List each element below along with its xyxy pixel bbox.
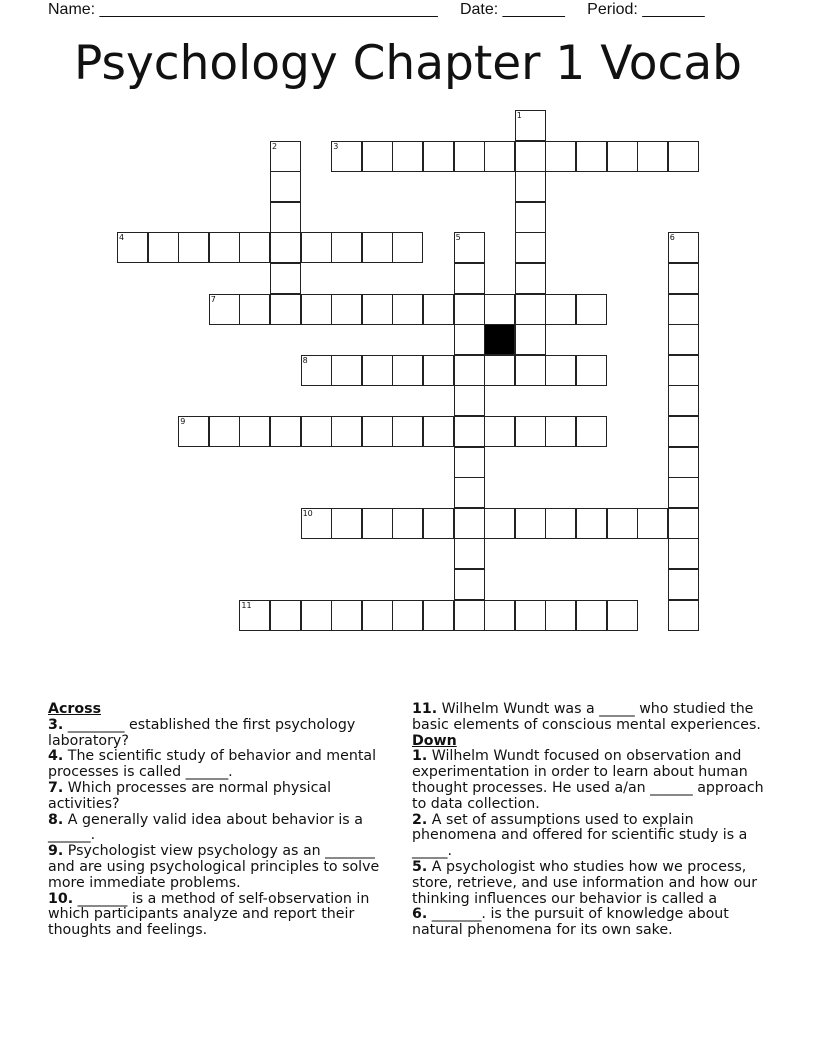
grid-cell[interactable] — [239, 232, 270, 263]
cell-number-11: 11 — [241, 600, 252, 610]
across-clue — [48, 781, 403, 813]
grid-cell[interactable] — [301, 416, 332, 447]
grid-cell[interactable] — [668, 447, 699, 478]
cell-number-10: 10 — [302, 508, 313, 518]
grid-cell[interactable] — [454, 294, 485, 325]
grid-cell[interactable] — [209, 416, 240, 447]
across-clue — [48, 892, 403, 939]
grid-cell[interactable] — [484, 294, 515, 325]
grid-cell[interactable] — [545, 416, 576, 447]
grid-cell[interactable] — [392, 232, 423, 263]
across-clue — [48, 718, 403, 750]
grid-cell[interactable] — [515, 416, 546, 447]
grid-cell[interactable] — [423, 416, 454, 447]
clue-text: A set of assumptions used to explain phenomena and offered for scientific study is a _____. — [412, 811, 748, 860]
grid-cell[interactable] — [484, 600, 515, 631]
grid-cell[interactable] — [392, 600, 423, 631]
grid-cell[interactable] — [362, 141, 393, 172]
page-title: Psychology Chapter 1 Vocab — [73, 36, 743, 91]
grid-cell[interactable] — [209, 232, 240, 263]
grid-cell[interactable] — [270, 171, 301, 202]
grid-cell[interactable] — [301, 600, 332, 631]
grid-cell[interactable] — [576, 355, 607, 386]
grid-cell[interactable] — [362, 508, 393, 539]
grid-cell[interactable] — [423, 355, 454, 386]
clue-number: 1. — [412, 748, 428, 765]
across-clue — [48, 813, 403, 845]
cell-number-2: 2 — [272, 141, 278, 151]
grid-cell[interactable] — [484, 141, 515, 172]
down-heading: Down — [412, 732, 457, 749]
grid-cell[interactable] — [331, 508, 362, 539]
clue-text: A psychologist who studies how we process, store, retrieve, and use information and how our thinking influences our behavior is called a — [412, 858, 758, 907]
period-field[interactable]: Period: _______ — [587, 1, 705, 18]
clue-number: 5. — [412, 858, 428, 875]
cell-number-4: 4 — [119, 233, 125, 243]
grid-cell[interactable] — [270, 263, 301, 294]
clue-number: 11. — [412, 701, 438, 717]
grid-cell[interactable] — [668, 141, 699, 172]
cell-number-8: 8 — [302, 355, 308, 365]
cell-number-9: 9 — [180, 417, 186, 426]
grid-cell[interactable] — [545, 141, 576, 172]
grid-cell[interactable] — [637, 508, 668, 539]
clue-number: 6. — [412, 906, 428, 923]
grid-cell[interactable] — [668, 416, 699, 447]
grid-cell[interactable] — [576, 508, 607, 539]
grid-cell[interactable] — [239, 416, 270, 447]
cell-number-5: 5 — [455, 233, 461, 243]
grid-cell[interactable] — [515, 508, 546, 539]
down-clue — [412, 749, 767, 812]
grid-cell[interactable] — [545, 355, 576, 386]
grid-cell[interactable] — [423, 600, 454, 631]
grid-cell[interactable] — [515, 171, 546, 202]
clue-text: _______. is the pursuit of knowledge about natural phenomena for its own sake. — [412, 906, 729, 939]
grid-cell[interactable] — [270, 294, 301, 325]
grid-cell[interactable] — [668, 385, 699, 416]
grid-cell[interactable] — [454, 508, 485, 539]
grid-cell[interactable] — [484, 355, 515, 386]
grid-cell[interactable] — [331, 416, 362, 447]
across-clue-list — [48, 718, 403, 939]
grid-cell[interactable] — [270, 202, 301, 233]
grid-cell[interactable] — [362, 416, 393, 447]
grid-cell[interactable] — [423, 508, 454, 539]
grid-cell[interactable] — [637, 141, 668, 172]
grid-cell[interactable] — [515, 232, 546, 263]
name-field[interactable]: Name: ______________________________________ — [48, 1, 438, 18]
grid-cell[interactable] — [331, 600, 362, 631]
grid-cell[interactable] — [484, 416, 515, 447]
grid-cell[interactable] — [362, 294, 393, 325]
clue-number: 4. — [48, 748, 64, 765]
grid-cell[interactable] — [454, 447, 485, 478]
cell-number-1: 1 — [516, 111, 522, 120]
grid-cell[interactable] — [515, 294, 546, 325]
clue-text: Wilhelm Wundt focused on observation and experimentation in order to learn about human thought processes. He used a/an ______ approach to data collection. — [412, 748, 764, 812]
clue-number: 8. — [48, 811, 64, 828]
grid-cell[interactable] — [668, 538, 699, 569]
grid-cell[interactable] — [454, 385, 485, 416]
down-clue — [412, 813, 767, 860]
grid-cell[interactable] — [392, 416, 423, 447]
across-clue — [48, 749, 403, 781]
clue-number: 10. — [48, 890, 74, 907]
grid-cell[interactable] — [515, 600, 546, 631]
grid-cell[interactable] — [668, 508, 699, 539]
clue-column-left — [48, 702, 403, 939]
grid-cell[interactable] — [454, 600, 485, 631]
grid-cell[interactable] — [607, 508, 638, 539]
clue-column-right — [412, 702, 767, 939]
black-cell — [484, 324, 515, 355]
down-clue — [412, 907, 767, 939]
clue-text: The scientific study of behavior and mental processes is called ______. — [48, 748, 377, 781]
grid-cell[interactable] — [270, 416, 301, 447]
grid-cell[interactable] — [362, 355, 393, 386]
grid-cell[interactable] — [545, 508, 576, 539]
grid-cell[interactable] — [668, 600, 699, 631]
grid-cell[interactable] — [607, 600, 638, 631]
grid-cell[interactable] — [668, 263, 699, 294]
grid-cell[interactable] — [484, 508, 515, 539]
grid-cell[interactable] — [668, 355, 699, 386]
across-clue — [412, 702, 767, 734]
grid-cell[interactable] — [270, 600, 301, 631]
grid-cell[interactable] — [392, 355, 423, 386]
grid-cell[interactable] — [576, 294, 607, 325]
grid-cell[interactable] — [392, 294, 423, 325]
grid-cell[interactable] — [301, 294, 332, 325]
grid-cell[interactable] — [454, 538, 485, 569]
clue-text: Psychologist view psychology as an _______ and are using psychological principles to solve more immediate problems. — [48, 843, 380, 891]
grid-cell[interactable] — [454, 477, 485, 508]
grid-cell[interactable] — [454, 324, 485, 355]
grid-cell[interactable] — [148, 232, 179, 263]
grid-cell[interactable] — [423, 294, 454, 325]
grid-cell[interactable] — [515, 141, 546, 172]
date-field[interactable]: Date: _______ — [459, 1, 565, 18]
grid-cell[interactable] — [545, 294, 576, 325]
grid-cell[interactable] — [515, 263, 546, 294]
clue-text: Which processes are normal physical activities? — [48, 779, 332, 812]
clue-number: 9. — [48, 843, 64, 860]
grid-cell[interactable] — [607, 141, 638, 172]
clue-number: 7. — [48, 779, 64, 796]
grid-cell[interactable] — [668, 294, 699, 325]
across-clue-list-continued — [412, 702, 767, 734]
grid-cell[interactable] — [576, 141, 607, 172]
grid-cell[interactable] — [545, 600, 576, 631]
grid-cell[interactable] — [515, 324, 546, 355]
grid-cell[interactable] — [392, 141, 423, 172]
grid-cell[interactable] — [423, 141, 454, 172]
grid-cell[interactable] — [270, 232, 301, 263]
grid-cell[interactable] — [362, 600, 393, 631]
grid-cell[interactable] — [392, 508, 423, 539]
clue-text: _______ is a method of self-observation in which participants analyze and report their thoughts and feelings. — [48, 890, 370, 939]
clue-text: ________ established the first psychology laboratory? — [48, 716, 356, 749]
clue-text: A generally valid idea about behavior is a ______. — [48, 811, 363, 844]
down-clue — [412, 860, 767, 907]
grid-cell[interactable] — [454, 355, 485, 386]
clue-text: Wilhelm Wundt was a _____ who studied the basic elements of conscious mental experiences. — [412, 701, 761, 733]
grid-cell[interactable] — [178, 232, 209, 263]
grid-cell[interactable] — [362, 232, 393, 263]
grid-cell[interactable] — [454, 263, 485, 294]
cell-number-7: 7 — [210, 294, 216, 304]
across-clue — [48, 844, 403, 891]
cell-number-6: 6 — [669, 233, 675, 243]
down-clue-list — [412, 749, 767, 939]
grid-cell[interactable] — [454, 416, 485, 447]
grid-cell[interactable] — [576, 416, 607, 447]
clue-number: 3. — [48, 716, 64, 733]
grid-cell[interactable] — [331, 355, 362, 386]
cell-number-3: 3 — [333, 141, 339, 151]
grid-cell[interactable] — [668, 324, 699, 355]
grid-cell[interactable] — [331, 232, 362, 263]
grid-cell[interactable] — [668, 477, 699, 508]
grid-cell[interactable] — [515, 202, 546, 233]
grid-cell[interactable] — [515, 355, 546, 386]
grid-cell[interactable] — [454, 569, 485, 600]
grid-cell[interactable] — [668, 569, 699, 600]
across-heading: Across — [48, 701, 102, 717]
grid-cell[interactable] — [301, 232, 332, 263]
grid-cell[interactable] — [454, 141, 485, 172]
grid-cell[interactable] — [331, 294, 362, 325]
grid-cell[interactable] — [239, 294, 270, 325]
clue-number: 2. — [412, 811, 428, 828]
grid-cell[interactable] — [576, 600, 607, 631]
